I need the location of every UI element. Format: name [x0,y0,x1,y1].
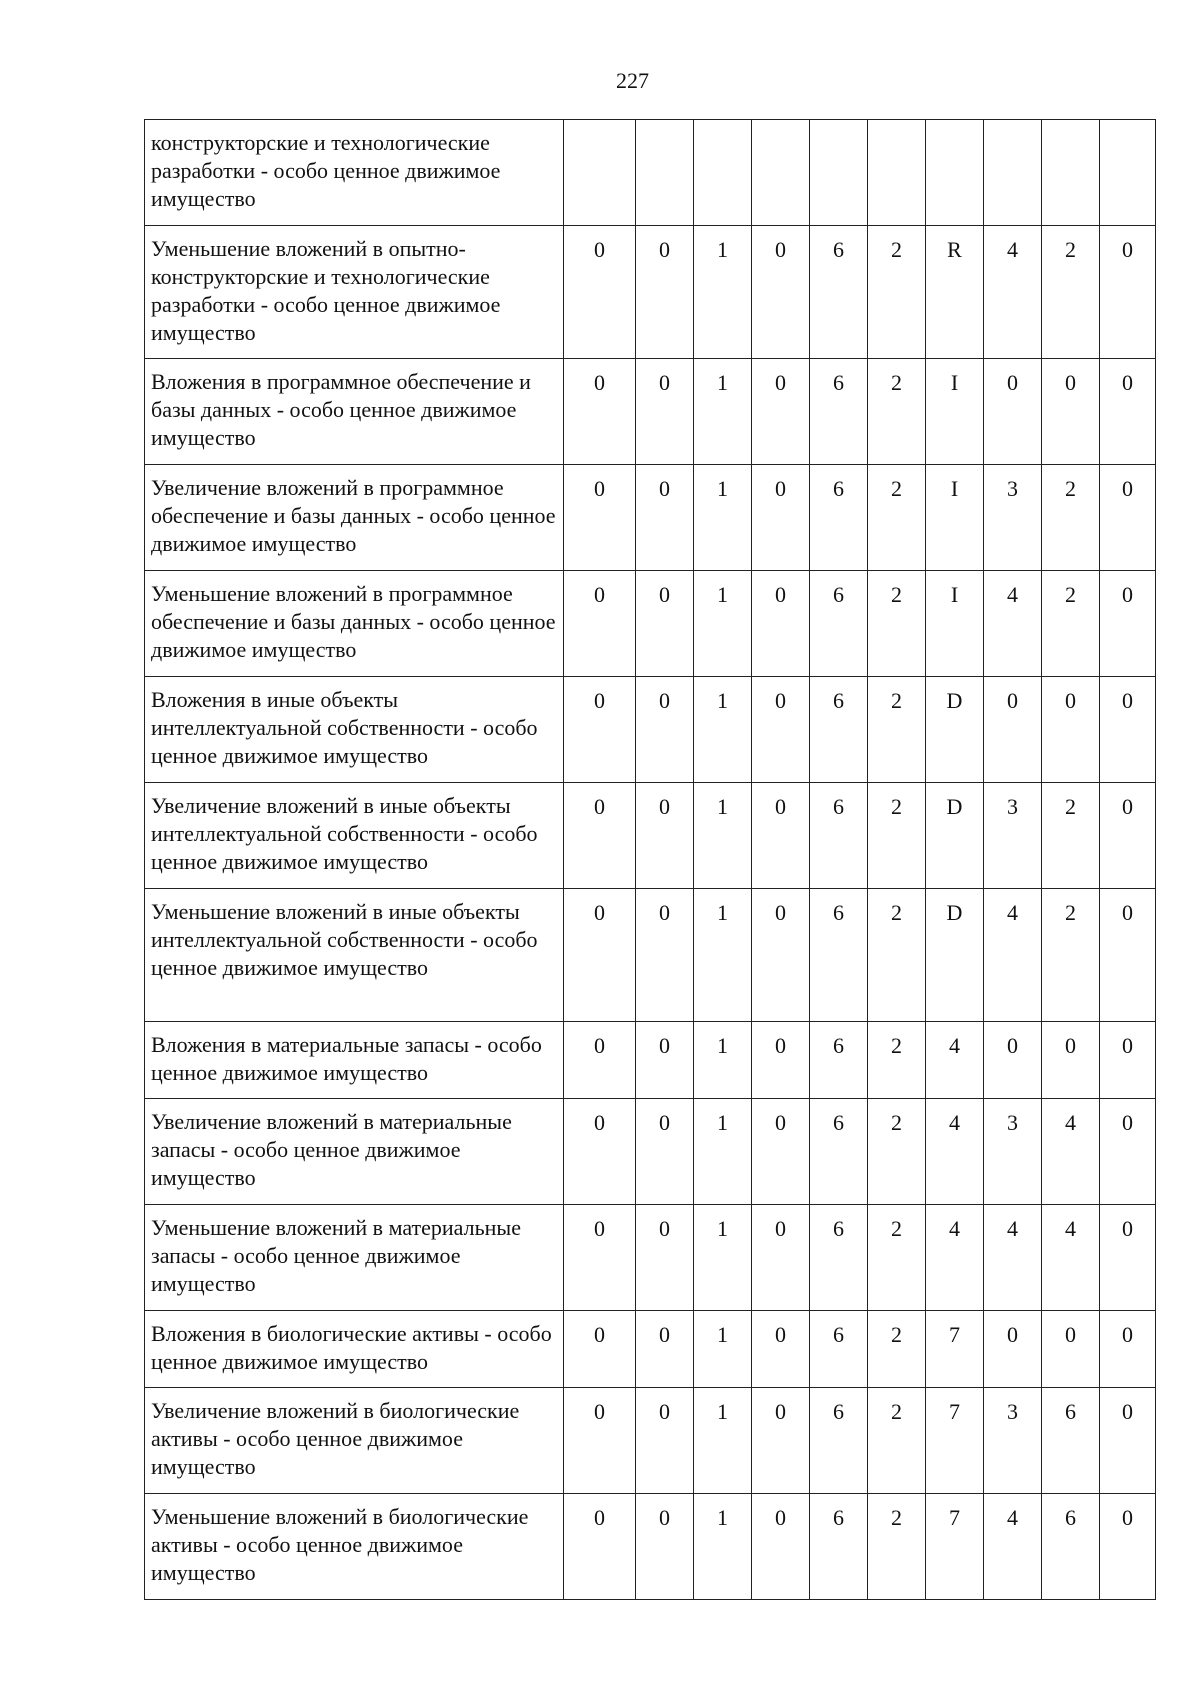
code-digit-cell: 2 [868,783,926,889]
code-digit-cell: 2 [868,1099,926,1205]
code-digit-cell: 4 [984,226,1042,359]
code-digit-cell: 0 [564,1022,636,1099]
code-digit-cell: I [926,571,984,677]
row-description: Вложения в биологические активы - особо ценное движимое имущество [145,1311,564,1388]
account-codes-table [144,119,1156,1600]
code-digit-cell: 1 [694,1022,752,1099]
code-digit-cell: 2 [1042,783,1100,889]
code-digit-cell: 4 [984,1205,1042,1311]
code-digit-cell: 0 [984,1022,1042,1099]
code-digit-cell: 0 [636,571,694,677]
code-digit-cell [752,120,810,226]
code-digit-cell: 0 [1100,1388,1156,1494]
row-description: конструкторские и технологические разработки - особо ценное движимое имущество [145,120,564,226]
code-digit-cell: 1 [694,465,752,571]
code-digit-cell: D [926,677,984,783]
code-digit-cell: 6 [810,1022,868,1099]
table-row [145,465,1156,571]
code-digit-cell: 0 [636,359,694,465]
table-row [145,1494,1156,1600]
table-row [145,1388,1156,1494]
code-digit-cell: 1 [694,1494,752,1600]
code-digit-cell: 0 [564,783,636,889]
code-digit-cell: 6 [810,359,868,465]
code-digit-cell: 0 [636,1099,694,1205]
code-digit-cell: 4 [926,1099,984,1205]
code-digit-cell: 2 [1042,226,1100,359]
code-digit-cell: 0 [636,226,694,359]
code-digit-cell: 0 [636,1494,694,1600]
code-digit-cell: 0 [752,1205,810,1311]
code-digit-cell: R [926,226,984,359]
code-digit-cell: 0 [636,1205,694,1311]
code-digit-cell: 4 [926,1022,984,1099]
code-digit-cell: 1 [694,1099,752,1205]
code-digit-cell: 1 [694,889,752,1022]
code-digit-cell: 3 [984,1388,1042,1494]
row-description: Вложения в материальные запасы - особо ценное движимое имущество [145,1022,564,1099]
code-digit-cell: 0 [636,465,694,571]
code-digit-cell: 4 [1042,1099,1100,1205]
code-digit-cell: 2 [868,677,926,783]
code-digit-cell: 6 [810,1099,868,1205]
row-description: Уменьшение вложений в материальные запасы - особо ценное движимое имущество [145,1205,564,1311]
code-digit-cell: 0 [1042,677,1100,783]
page-number: 227 [616,68,649,93]
code-digit-cell: 0 [752,571,810,677]
code-digit-cell: 0 [752,1311,810,1388]
code-digit-cell: 4 [984,889,1042,1022]
code-digit-cell: 0 [1100,1494,1156,1600]
row-description: Вложения в иные объекты интеллектуальной собственности - особо ценное движимое имущество [145,677,564,783]
code-digit-cell [810,120,868,226]
code-digit-cell: 0 [1100,571,1156,677]
code-digit-cell: 1 [694,1311,752,1388]
table-row [145,1022,1156,1099]
code-digit-cell: 0 [636,783,694,889]
code-digit-cell: 4 [984,571,1042,677]
table-row [145,1311,1156,1388]
code-digit-cell: 6 [810,465,868,571]
row-description: Вложения в программное обеспечение и базы данных - особо ценное движимое имущество [145,359,564,465]
code-digit-cell: 6 [810,889,868,1022]
table-row [145,226,1156,359]
code-digit-cell: 3 [984,465,1042,571]
code-digit-cell: 1 [694,1205,752,1311]
code-digit-cell: 2 [868,1311,926,1388]
code-digit-cell: 0 [1100,1022,1156,1099]
code-digit-cell: 0 [752,1494,810,1600]
code-digit-cell: 0 [752,1388,810,1494]
table-row [145,359,1156,465]
table-row [145,1205,1156,1311]
code-digit-cell: 0 [636,889,694,1022]
code-digit-cell: 2 [868,465,926,571]
row-description: Уменьшение вложений в программное обеспечение и базы данных - особо ценное движимое имущество [145,571,564,677]
code-digit-cell [868,120,926,226]
table-body [145,120,1156,1600]
code-digit-cell: 6 [810,571,868,677]
code-digit-cell: 0 [636,677,694,783]
code-digit-cell: 2 [868,1205,926,1311]
code-digit-cell: 0 [1100,465,1156,571]
code-digit-cell: 6 [810,1388,868,1494]
code-digit-cell: 0 [564,226,636,359]
table-row [145,120,1156,226]
code-digit-cell: 4 [926,1205,984,1311]
code-digit-cell: 0 [1100,889,1156,1022]
code-digit-cell: 6 [1042,1388,1100,1494]
code-digit-cell: 1 [694,783,752,889]
code-digit-cell: 0 [984,677,1042,783]
code-digit-cell: 2 [868,1494,926,1600]
code-digit-cell: 0 [752,677,810,783]
code-digit-cell: 2 [1042,571,1100,677]
row-description: Уменьшение вложений в биологические активы - особо ценное движимое имущество [145,1494,564,1600]
code-digit-cell: 0 [752,359,810,465]
code-digit-cell: 4 [984,1494,1042,1600]
code-digit-cell: 7 [926,1494,984,1600]
code-digit-cell: 7 [926,1388,984,1494]
code-digit-cell: 0 [752,783,810,889]
code-digit-cell: D [926,889,984,1022]
table-row [145,1099,1156,1205]
code-digit-cell: 0 [1100,1099,1156,1205]
code-digit-cell: 0 [564,571,636,677]
row-description: Увеличение вложений в иные объекты интеллектуальной собственности - особо ценное движимое имущество [145,783,564,889]
code-digit-cell: I [926,359,984,465]
code-digit-cell: 6 [810,1311,868,1388]
code-digit-cell: 6 [810,1205,868,1311]
code-digit-cell: 0 [1100,226,1156,359]
code-digit-cell: 2 [1042,465,1100,571]
code-digit-cell [564,120,636,226]
code-digit-cell: 0 [752,1022,810,1099]
code-digit-cell: 0 [564,359,636,465]
code-digit-cell: 0 [564,1205,636,1311]
code-digit-cell: 1 [694,359,752,465]
code-digit-cell: 0 [752,465,810,571]
code-digit-cell: 0 [564,677,636,783]
table-row [145,783,1156,889]
code-digit-cell: 7 [926,1311,984,1388]
code-digit-cell [636,120,694,226]
code-digit-cell: D [926,783,984,889]
code-digit-cell: 2 [868,1388,926,1494]
code-digit-cell: 0 [752,226,810,359]
code-digit-cell: 0 [984,1311,1042,1388]
code-digit-cell: 2 [868,359,926,465]
code-digit-cell: 0 [636,1022,694,1099]
code-digit-cell: 2 [868,571,926,677]
code-digit-cell: 0 [1100,359,1156,465]
code-digit-cell: 6 [810,1494,868,1600]
code-digit-cell: 1 [694,571,752,677]
code-digit-cell: 6 [810,226,868,359]
code-digit-cell: 0 [1042,1311,1100,1388]
code-digit-cell: 2 [868,889,926,1022]
code-digit-cell: 0 [564,1099,636,1205]
code-digit-cell: 0 [636,1311,694,1388]
code-digit-cell: 0 [564,465,636,571]
row-description: Увеличение вложений в биологические активы - особо ценное движимое имущество [145,1388,564,1494]
code-digit-cell: 0 [1042,359,1100,465]
code-digit-cell: 2 [1042,889,1100,1022]
code-digit-cell: 0 [1042,1022,1100,1099]
table-row [145,889,1156,1022]
code-digit-cell: 0 [564,1388,636,1494]
code-digit-cell: 2 [868,1022,926,1099]
code-digit-cell: 0 [1100,783,1156,889]
code-digit-cell: 3 [984,783,1042,889]
code-digit-cell [984,120,1042,226]
table-row [145,677,1156,783]
code-digit-cell: 0 [752,889,810,1022]
code-digit-cell: 0 [564,1311,636,1388]
code-digit-cell [926,120,984,226]
code-digit-cell: 0 [1100,1205,1156,1311]
code-digit-cell: 6 [810,677,868,783]
code-digit-cell: 6 [1042,1494,1100,1600]
code-digit-cell [1100,120,1156,226]
code-digit-cell: 0 [636,1388,694,1494]
row-description: Уменьшение вложений в опытно-конструкторские и технологические разработки - особо ценное движимое имущество [145,226,564,359]
code-digit-cell: 4 [1042,1205,1100,1311]
code-digit-cell: 3 [984,1099,1042,1205]
code-digit-cell: 2 [868,226,926,359]
code-digit-cell: 0 [564,1494,636,1600]
code-digit-cell: 1 [694,226,752,359]
code-digit-cell: I [926,465,984,571]
code-digit-cell: 1 [694,1388,752,1494]
code-digit-cell [694,120,752,226]
code-digit-cell: 1 [694,677,752,783]
row-description: Увеличение вложений в материальные запасы - особо ценное движимое имущество [145,1099,564,1205]
table-row [145,571,1156,677]
code-digit-cell: 0 [1100,677,1156,783]
row-description: Уменьшение вложений в иные объекты интеллектуальной собственности - особо ценное движимое имущество [145,889,564,1022]
code-digit-cell: 0 [1100,1311,1156,1388]
code-digit-cell: 0 [752,1099,810,1205]
code-digit-cell: 0 [564,889,636,1022]
row-description: Увеличение вложений в программное обеспечение и базы данных - особо ценное движимое имущество [145,465,564,571]
code-digit-cell [1042,120,1100,226]
code-digit-cell: 0 [984,359,1042,465]
code-digit-cell: 6 [810,783,868,889]
